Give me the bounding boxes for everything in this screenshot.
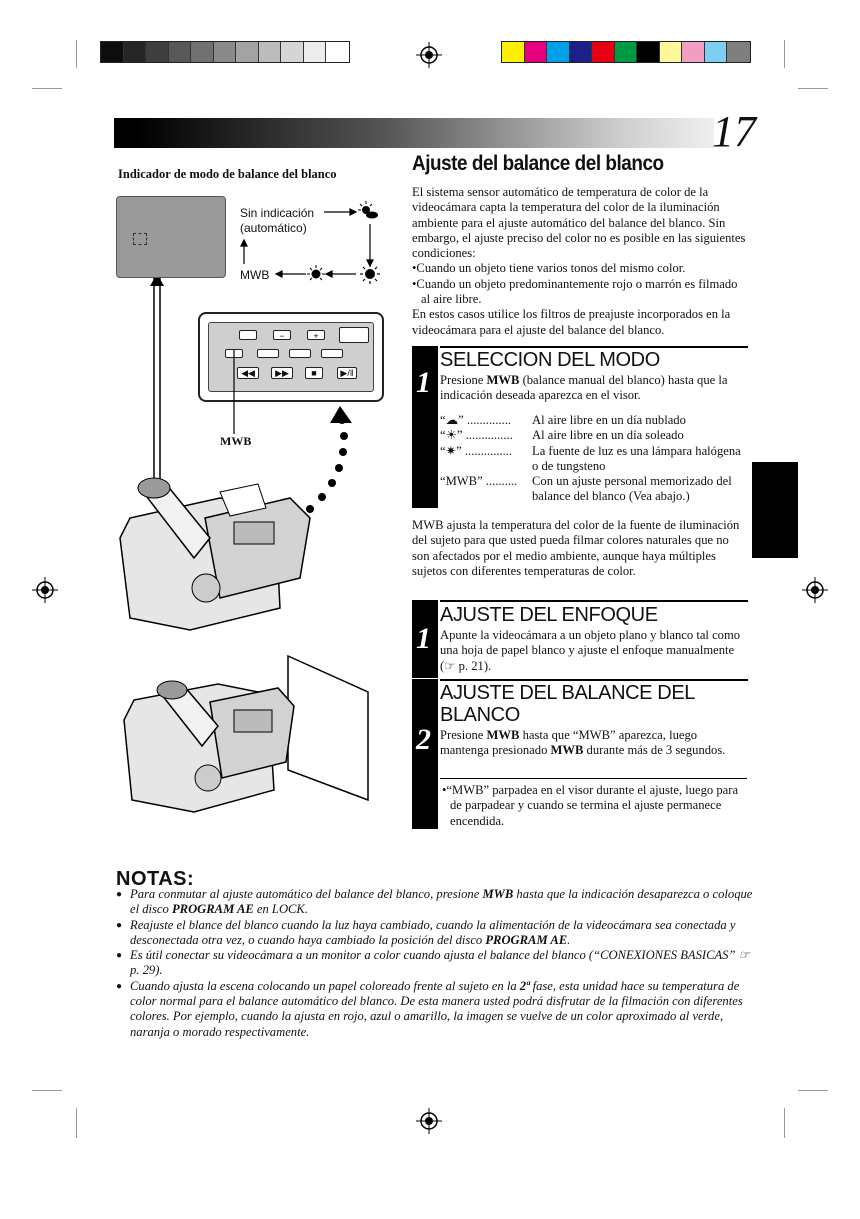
plus-button[interactable]: + bbox=[307, 330, 325, 340]
crop-mark bbox=[32, 88, 62, 89]
cloud-sun-icon bbox=[358, 201, 378, 219]
camcorder-illustration bbox=[110, 278, 400, 658]
color-swatch bbox=[637, 42, 660, 62]
step-rule bbox=[440, 600, 748, 602]
mode-row: “MWB” .......... Con un ajuste personal memorizado del balance del blanco (Vea abajo.) bbox=[440, 474, 732, 504]
gray-swatch bbox=[304, 42, 327, 62]
color-swatch bbox=[660, 42, 683, 62]
registration-mark-icon bbox=[416, 42, 442, 68]
gray-swatch bbox=[326, 42, 349, 62]
step-white-balance bbox=[412, 679, 748, 829]
notes-heading: NOTAS: bbox=[116, 868, 195, 890]
color-swatch bbox=[592, 42, 615, 62]
intro-bullet: •Cuando un objeto tiene varios tonos del mismo color. bbox=[412, 261, 686, 276]
step-heading: SELECCION DEL MODO bbox=[440, 349, 660, 371]
registration-mark-icon bbox=[802, 577, 828, 603]
intro-paragraph: El sistema sensor automático de temperatura de color de la videocámara capta la temperatura del color de la iluminación ambiente para el ajuste automático del balance del blanco. Sin embargo, el ajuste preciso del color no es posible en las siguientes condiciones: bbox=[412, 185, 746, 261]
color-swatch bbox=[682, 42, 705, 62]
stop-button[interactable]: ■ bbox=[305, 367, 323, 379]
color-swatch bbox=[547, 42, 570, 62]
step-rule bbox=[440, 346, 748, 348]
note-item: ● Cuando ajusta la escena colocando un papel coloreado frente al sujeto en la 2ª fase, esta unidad hace su temperatura de color normal para el balance automático del blanco. De esta manera usted podrá disfrutar de la filmación con diferentes colores. Por ejemplo, cuando la ajusta en rojo, azul o amarillo, la imagen se vuelve de un color aproximado al verde, naranja o morado respectivamente. bbox=[116, 979, 756, 1040]
page-number: 17 bbox=[712, 107, 756, 156]
note-item: ● Reajuste el blance del blanco cuando la luz haya cambiado, cuando la alimentación de la videocámara sea conectada y desconectada otra vez, o cuando haya cambiado la posición del disco PROGRAM AE. bbox=[116, 918, 756, 949]
crop-mark bbox=[784, 1108, 785, 1138]
color-calibration-bar bbox=[501, 41, 751, 63]
crop-mark bbox=[798, 88, 828, 89]
play-pause-button[interactable]: ▶/‖ bbox=[337, 367, 357, 379]
crop-mark bbox=[32, 1090, 62, 1091]
gray-swatch bbox=[124, 42, 147, 62]
viewfinder-display bbox=[116, 196, 226, 278]
intro-text bbox=[412, 185, 748, 338]
gray-swatch bbox=[169, 42, 192, 62]
gray-swatch bbox=[236, 42, 259, 62]
figure-caption: Indicador de modo de balance del blanco bbox=[118, 167, 337, 181]
step-number: 1 bbox=[416, 622, 431, 655]
no-indication-label: Sin indicación bbox=[240, 206, 315, 220]
step-text: Presione MWB hasta que “MWB” aparezca, luego mantenga presionado MWB durante más de 3 segundos. bbox=[440, 728, 726, 758]
step-number: 1 bbox=[416, 366, 431, 399]
minus-button[interactable]: − bbox=[273, 330, 291, 340]
mwb-button-label: MWB bbox=[220, 434, 252, 448]
color-swatch bbox=[705, 42, 728, 62]
gray-swatch bbox=[101, 42, 124, 62]
note-item: ● Es útil conectar su videocámara a un monitor a color cuando ajusta el balance del blanco (“CONEXIONES BASICAS” ☞ p. 29). bbox=[116, 948, 756, 979]
indicator-position bbox=[133, 233, 147, 245]
intro-bullet: •Cuando un objeto predominantemente rojo o marrón es filmado al aire libre. bbox=[412, 276, 738, 307]
gray-swatch bbox=[281, 42, 304, 62]
color-swatch bbox=[570, 42, 593, 62]
header-band bbox=[114, 118, 714, 148]
crop-mark bbox=[76, 1108, 77, 1138]
step-focus bbox=[412, 600, 748, 678]
section-tab bbox=[752, 462, 798, 558]
page-title: Ajuste del balance del blanco bbox=[412, 152, 664, 175]
step-note: •“MWB” parpadea en el visor durante el ajuste, luego para de parpadear y cuando se termina el ajuste permanece encendida. bbox=[442, 783, 739, 828]
intro-paragraph: En estos casos utilice los filtros de preajuste incorporados en la videocámara para el ajuste del balance del blanco. bbox=[412, 307, 731, 337]
registration-mark-icon bbox=[32, 577, 58, 603]
mode-list bbox=[440, 413, 746, 505]
notes-list bbox=[116, 887, 756, 1040]
fast-forward-button[interactable]: ▶▶ bbox=[271, 367, 293, 379]
step-heading: AJUSTE DEL ENFOQUE bbox=[440, 604, 658, 626]
step-text: Presione MWB (balance manual del blanco) hasta que la indicación deseada aparezca en el visor. bbox=[440, 373, 728, 403]
step-text: Apunte la videocámara a un objeto plano y blanco tal como una hoja de papel blanco y ajuste el enfoque manualmente (☞ p. 21). bbox=[440, 628, 741, 673]
crop-mark bbox=[76, 40, 77, 68]
camcorder-white-paper-illustration bbox=[118, 650, 388, 840]
crop-mark bbox=[784, 40, 785, 68]
gray-swatch bbox=[259, 42, 282, 62]
step-number: 2 bbox=[416, 723, 431, 756]
mode-cycle-diagram bbox=[236, 200, 386, 290]
step-heading: AJUSTE DEL BALANCE DEL BLANCO bbox=[440, 682, 695, 726]
color-swatch bbox=[502, 42, 525, 62]
step-rule bbox=[440, 679, 748, 681]
gray-swatch bbox=[191, 42, 214, 62]
registration-mark-icon bbox=[416, 1108, 442, 1134]
mwb-cycle-label: MWB bbox=[240, 268, 270, 282]
mode-row: “☀” ............... Al aire libre en un día soleado bbox=[440, 428, 684, 443]
automatic-label: (automático) bbox=[240, 221, 307, 235]
color-swatch bbox=[615, 42, 638, 62]
step-rule bbox=[440, 778, 747, 779]
gray-swatch bbox=[146, 42, 169, 62]
color-swatch bbox=[525, 42, 548, 62]
gray-swatch bbox=[214, 42, 237, 62]
mode-row: “☁” .............. Al aire libre en un día nublado bbox=[440, 413, 686, 427]
note-item: ● Para conmutar al ajuste automático del balance del blanco, presione MWB hasta que la indicación desaparezca o coloque el disco PROGRAM AE en LOCK. bbox=[116, 887, 756, 918]
mwb-description: MWB ajusta la temperatura del color de la fuente de iluminación del sujeto para que usted pueda filmar colores naturales que no son afectados por el medio ambiente, aunque haya múltiples sujetos con diferentes temperaturas de color. bbox=[412, 518, 740, 578]
mode-row: “✷” ............... La fuente de luz es una lámpara halógena o de tungsteno bbox=[440, 443, 741, 473]
color-swatch bbox=[727, 42, 750, 62]
gray-calibration-bar bbox=[100, 41, 350, 63]
crop-mark bbox=[798, 1090, 828, 1091]
rewind-button[interactable]: ◀◀ bbox=[237, 367, 259, 379]
